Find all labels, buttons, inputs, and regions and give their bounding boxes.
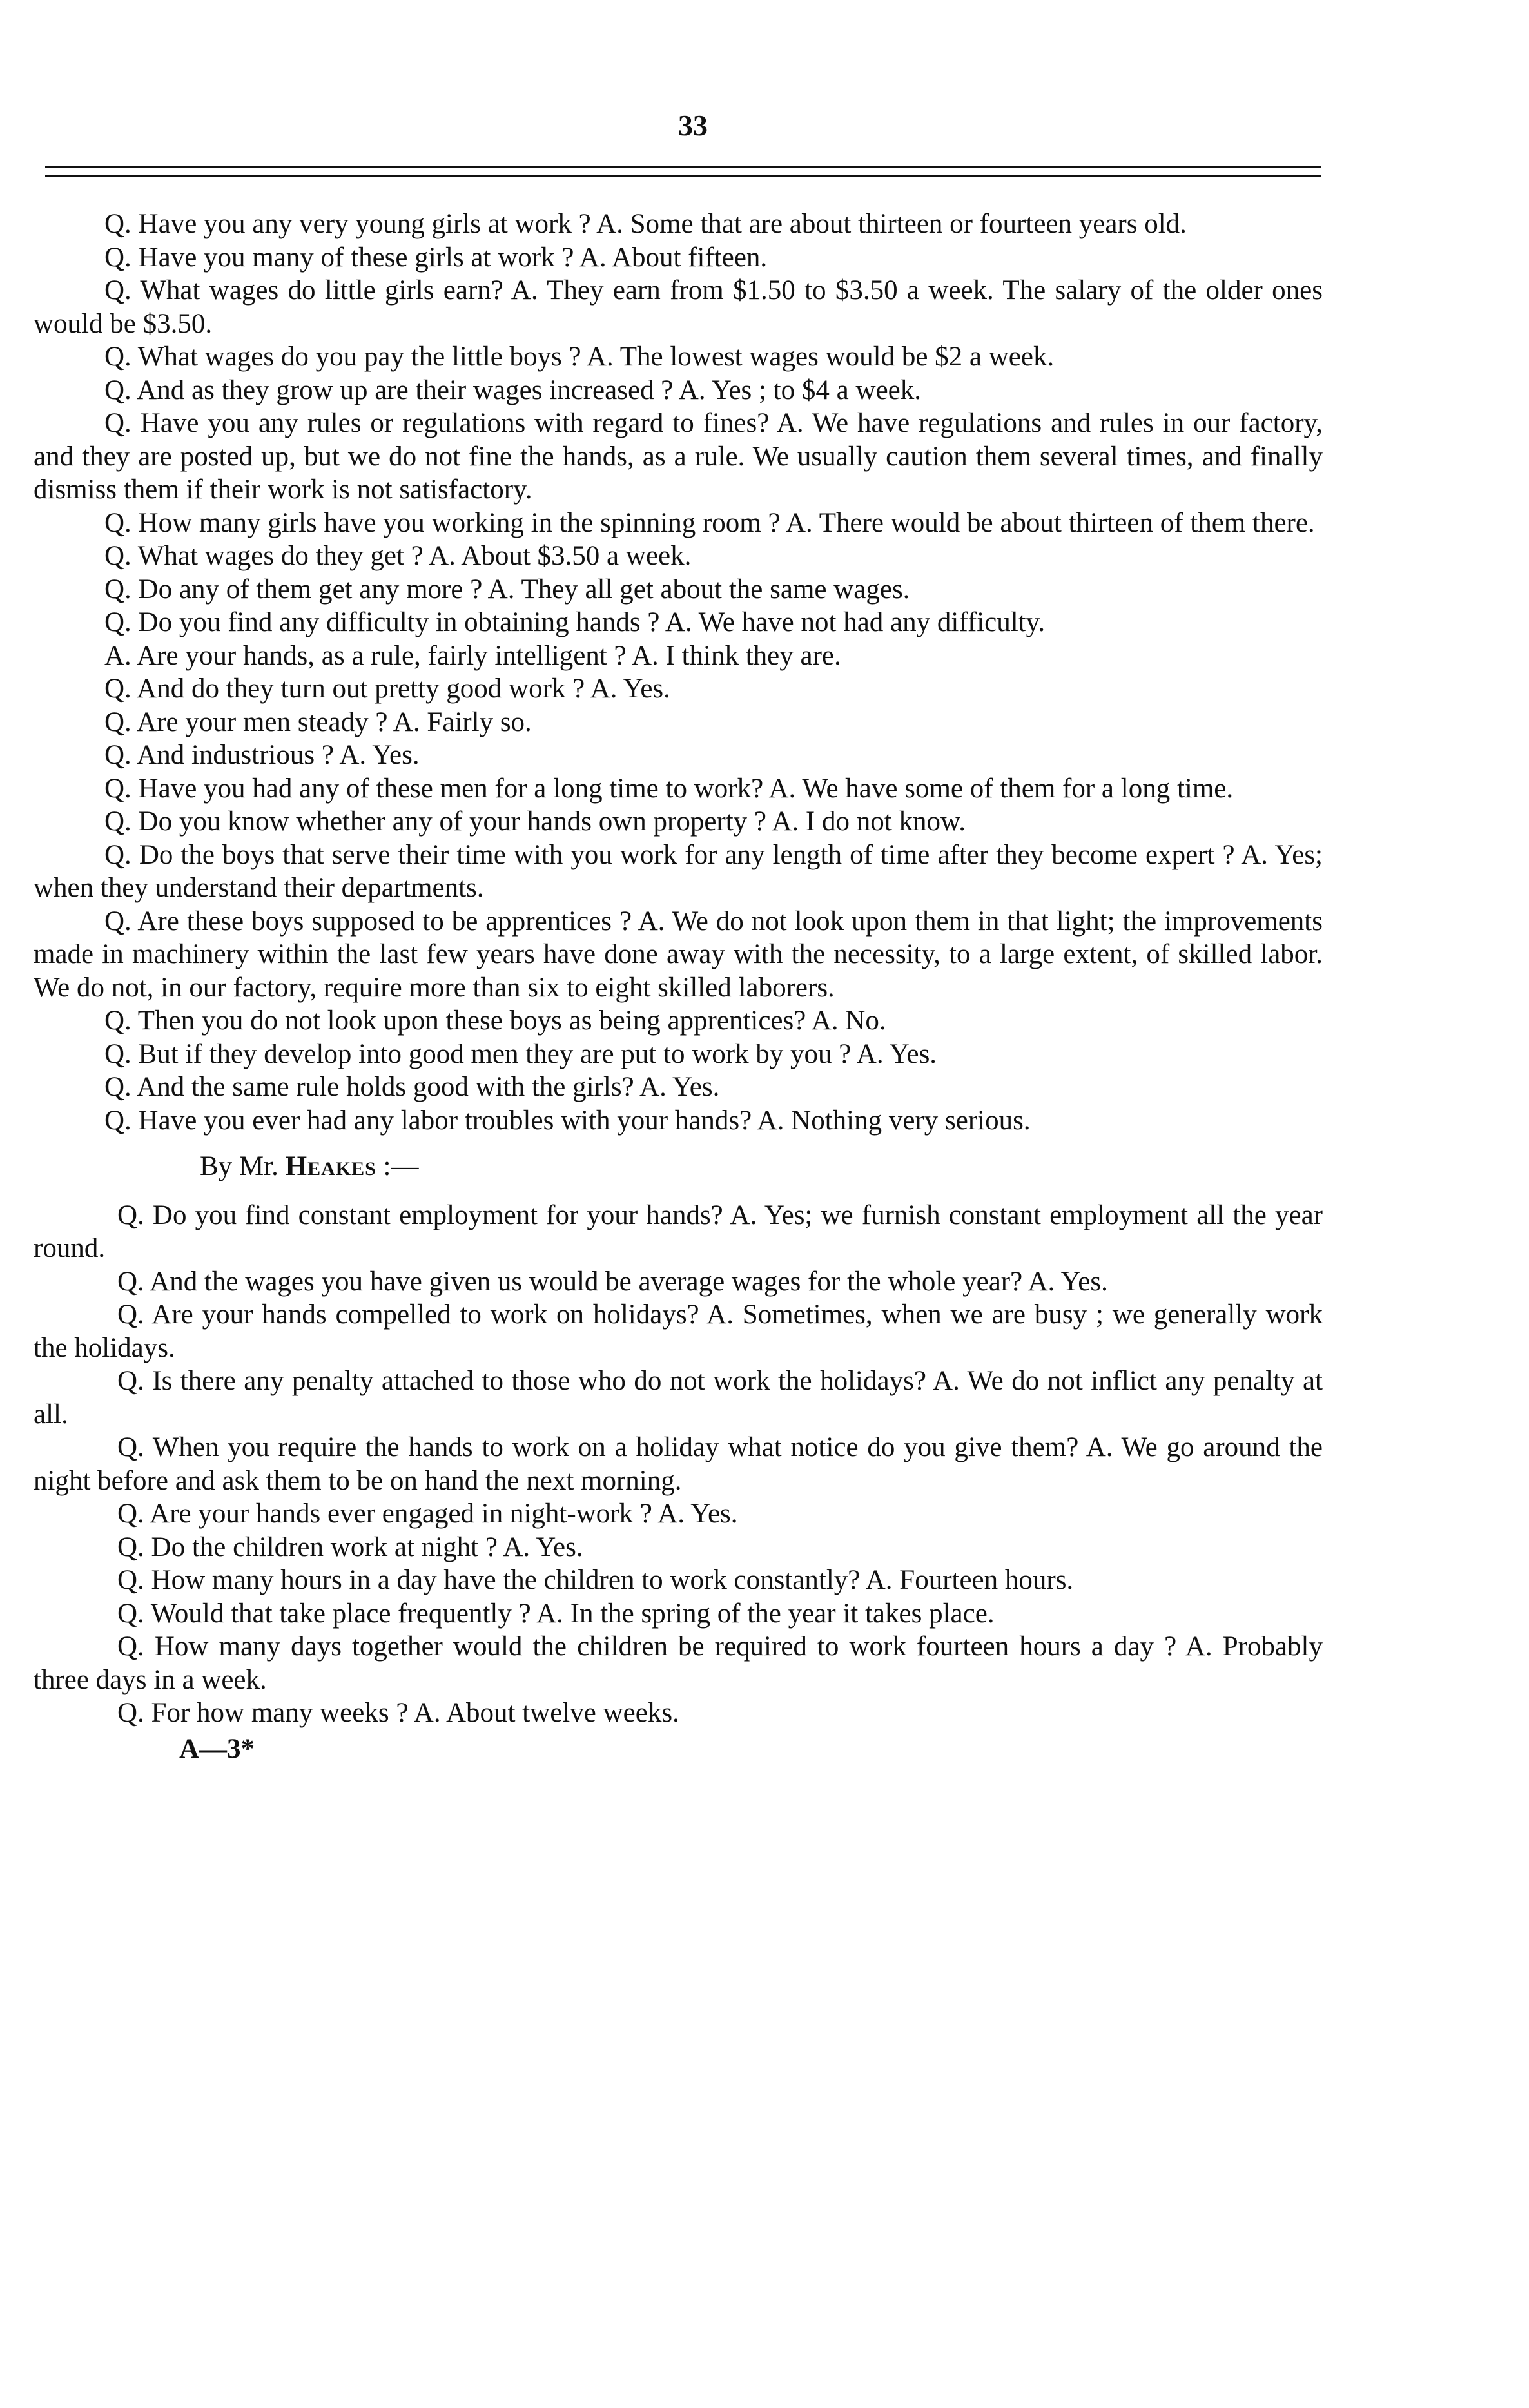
heading-suffix: :— <box>376 1151 419 1181</box>
paragraph: Q. And the same rule holds good with the girls? A. Yes. <box>104 1072 720 1102</box>
paragraph: Q. What wages do little girls earn? A. They earn from $1.50 to $3.50 a week. The salary of the older ones would be $3.50. <box>34 275 1323 339</box>
paragraph: Q. How many days together would the children be required to work fourteen hours a day ? A. Probably three days in a week. <box>34 1631 1323 1695</box>
paragraph: Q. How many hours in a day have the children to work constantly? A. Fourteen hours. <box>117 1565 1074 1595</box>
paragraph: Q. How many girls have you working in the spinning room ? A. There would be about thirteen of them there. <box>104 507 1315 538</box>
paragraph: Q. When you require the hands to work on a holiday what notice do you give them? A. We go around the night before and ask them to be on hand the next morning. <box>34 1432 1323 1496</box>
paragraph: Q. Is there any penalty attached to those who do not work the holidays? A. We do not inflict any penalty at all. <box>34 1366 1323 1430</box>
heading-prefix: By Mr. <box>200 1151 286 1181</box>
paragraph: Q. Then you do not look upon these boys as being apprentices? A. No. <box>104 1005 886 1036</box>
paragraph: Q. Would that take place frequently ? A. In the spring of the year it takes place. <box>117 1598 995 1629</box>
paragraph: Q. For how many weeks ? A. About twelve weeks. <box>117 1698 679 1728</box>
paragraph: Q. Have you any rules or regulations with regard to fines? A. We have regulations and rules in our factory, and they are posted up, but we do not fine the hands, as a rule. We usually caution them several times, and finally dismiss them if their work is not satisfactory. <box>34 408 1323 505</box>
paragraph: Q. Do you find any difficulty in obtaining hands ? A. We have not had any difficulty. <box>104 607 1046 637</box>
paragraph: A. Are your hands, as a rule, fairly intelligent ? A. I think they are. <box>104 640 841 671</box>
paragraph: Q. Are your hands compelled to work on holidays? A. Sometimes, when we are busy ; we generally work the holidays. <box>34 1299 1323 1363</box>
body-text <box>34 208 1323 1765</box>
paragraph: Q. Have you ever had any labor troubles with your hands? A. Nothing very serious. <box>104 1105 1031 1136</box>
paragraph: Q. And as they grow up are their wages increased ? A. Yes ; to $4 a week. <box>104 374 921 405</box>
paragraph: Q. And do they turn out pretty good work ? A. Yes. <box>104 674 670 704</box>
paragraph: Q. Do you know whether any of your hands own property ? A. I do not know. <box>104 806 966 837</box>
paragraph: Q. Do you find constant employment for your hands? A. Yes; we furnish constant employment all the year round. <box>34 1199 1323 1263</box>
heading-name: Heakes <box>285 1151 376 1181</box>
paragraph: Q. But if they develop into good men they are put to work by you ? A. Yes. <box>104 1038 937 1069</box>
paragraph: Q. Do any of them get any more ? A. They all get about the same wages. <box>104 574 910 605</box>
paragraph: Q. Are your hands ever engaged in night-work ? A. Yes. <box>117 1499 738 1529</box>
section-heading <box>34 1150 1323 1183</box>
paragraph: Q. And the wages you have given us would be average wages for the whole year? A. Yes. <box>117 1266 1108 1297</box>
paragraph: Q. Have you had any of these men for a long time to work? A. We have some of them for a long time. <box>104 773 1234 804</box>
paragraph: Q. What wages do they get ? A. About $3.50 a week. <box>104 541 692 571</box>
paragraph: Q. Do the boys that serve their time with you work for any length of time after they become expert ? A. Yes; when they understand their departments. <box>34 839 1323 903</box>
paragraph: Q. What wages do you pay the little boys ? A. The lowest wages would be $2 a week. <box>104 342 1055 372</box>
paragraph: Q. Are these boys supposed to be apprentices ? A. We do not look upon them in that light; the improvements made in machinery within the last few years have done away with the necessity, to a large extent, of skilled labor. We do not, in our factory, require more than six to eight skilled laborers. <box>34 906 1323 1003</box>
page-number: 33 <box>678 109 708 142</box>
paragraph: Q. Are your men steady ? A. Fairly so. <box>104 706 532 737</box>
paragraph: Q. And industrious ? A. Yes. <box>104 740 420 770</box>
paragraph: Q. Have you any very young girls at work ? A. Some that are about thirteen or fourteen years old. <box>104 209 1187 239</box>
paragraph: Q. Have you many of these girls at work ? A. About fifteen. <box>104 242 768 273</box>
header-rule <box>45 166 1321 177</box>
signature-mark: A—3* <box>179 1733 255 1764</box>
paragraph: Q. Do the children work at night ? A. Yes. <box>117 1531 583 1562</box>
